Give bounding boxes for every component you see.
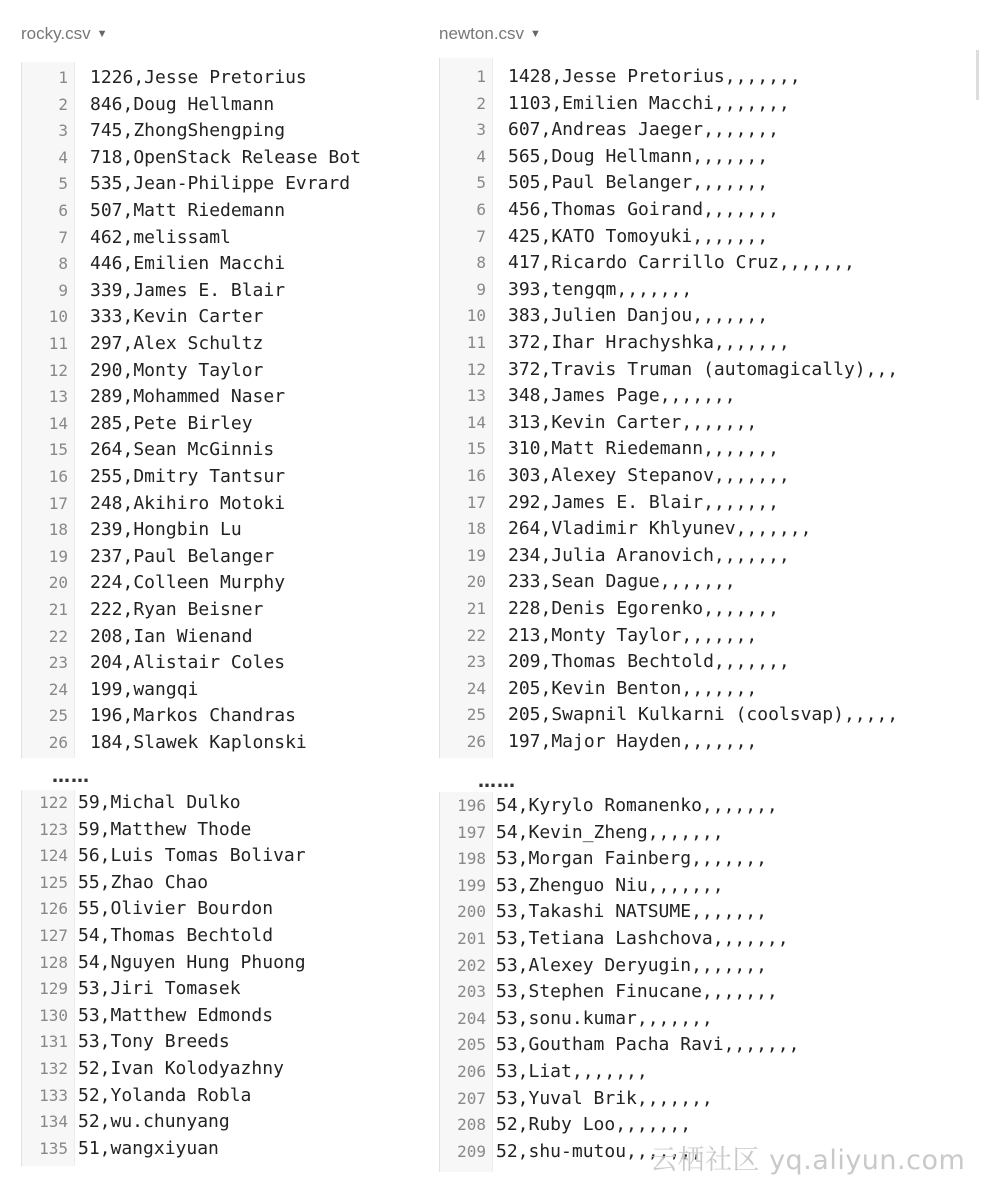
- csv-record: 339,James E. Blair: [90, 279, 286, 301]
- line-number: 25: [466, 705, 486, 725]
- code-line[interactable]: [440, 1086, 938, 1113]
- line-number: 130: [39, 1005, 68, 1025]
- code-line[interactable]: [22, 384, 420, 411]
- line-number: 18: [466, 519, 486, 539]
- line-number: 132: [39, 1059, 68, 1078]
- line-number: 198: [457, 849, 486, 869]
- line-number: 12: [466, 359, 486, 379]
- csv-record: 417,Ricardo Carrillo Cruz,,,,,,,: [508, 252, 855, 274]
- csv-record: 290,Monty Taylor: [90, 359, 264, 381]
- csv-record: 53,Takashi NATSUME,,,,,,,: [496, 901, 767, 923]
- csv-record: 53,Alexey Deryugin,,,,,,,: [496, 954, 767, 976]
- csv-record: 197,Major Hayden,,,,,,,: [508, 731, 758, 752]
- line-number: 200: [457, 902, 486, 922]
- rocky-editor-top[interactable]: [21, 62, 420, 758]
- csv-record: 255,Dmitry Tantsur: [90, 466, 286, 487]
- code-line[interactable]: [22, 570, 420, 597]
- csv-record: 54,Kevin_Zheng,,,,,,,: [496, 821, 724, 843]
- line-number: 196: [457, 796, 486, 815]
- line-number: 15: [48, 440, 68, 460]
- csv-record: 51,wangxiyuan: [78, 1137, 219, 1159]
- line-number: 131: [39, 1032, 68, 1052]
- code-line[interactable]: [22, 1056, 420, 1083]
- csv-record: 292,James E. Blair,,,,,,,: [508, 491, 779, 513]
- csv-record: 456,Thomas Goirand,,,,,,,: [508, 199, 779, 220]
- code-line[interactable]: [440, 596, 938, 623]
- line-number: 13: [466, 386, 486, 406]
- csv-record: 607,Andreas Jaeger,,,,,,,: [508, 119, 779, 141]
- newton-editor-bottom[interactable]: [439, 792, 938, 1172]
- csv-record: 1428,Jesse Pretorius,,,,,,,: [508, 66, 801, 87]
- line-number: 14: [48, 413, 68, 433]
- line-number: 17: [466, 492, 486, 512]
- csv-record: 718,OpenStack Release Bot: [90, 146, 361, 168]
- csv-record: 745,ZhongShengping: [90, 120, 286, 142]
- line-number: 204: [457, 1008, 486, 1028]
- rocky-file-tab[interactable]: [21, 24, 107, 44]
- line-number: 9: [58, 280, 68, 300]
- csv-record: 208,Ian Wienand: [90, 625, 253, 647]
- csv-record: 222,Ryan Beisner: [90, 599, 264, 620]
- csv-record: 248,Akihiro Motoki: [90, 492, 286, 514]
- code-line[interactable]: [440, 277, 938, 304]
- line-number: 4: [58, 147, 68, 167]
- csv-record: 53,Stephen Finucane,,,,,,,: [496, 981, 778, 1003]
- csv-record: 53,sonu.kumar,,,,,,,: [496, 1007, 713, 1029]
- line-number: 14: [466, 412, 486, 432]
- line-number: 8: [476, 253, 486, 273]
- line-number: 12: [48, 360, 68, 380]
- csv-record: 297,Alex Schultz: [90, 333, 264, 354]
- line-number: 126: [39, 899, 68, 919]
- code-line[interactable]: [440, 899, 938, 926]
- line-number: 19: [48, 546, 68, 566]
- code-line[interactable]: [22, 1029, 420, 1056]
- line-number: 24: [48, 679, 68, 699]
- code-line[interactable]: [22, 411, 420, 438]
- line-number: 11: [466, 333, 486, 352]
- line-number: 128: [39, 952, 68, 972]
- line-number: 207: [457, 1088, 486, 1108]
- line-number: 124: [39, 846, 68, 866]
- line-number: 5: [476, 173, 486, 193]
- line-number: 209: [457, 1141, 486, 1161]
- csv-record: 264,Vladimir Khlyunev,,,,,,,: [508, 518, 812, 540]
- csv-record: 446,Emilien Macchi: [90, 253, 286, 275]
- line-number: 206: [457, 1062, 486, 1081]
- csv-record: 213,Monty Taylor,,,,,,,: [508, 624, 758, 646]
- csv-record: 1103,Emilien Macchi,,,,,,,: [508, 92, 790, 114]
- code-line[interactable]: [440, 383, 938, 410]
- csv-record: 372,Ihar Hrachyshka,,,,,,,: [508, 332, 790, 353]
- csv-record: 535,Jean-Philippe Evrard: [90, 173, 351, 195]
- code-line[interactable]: [22, 358, 420, 385]
- code-line[interactable]: [440, 846, 938, 873]
- csv-record: 289,Mohammed Naser: [90, 386, 286, 408]
- code-line[interactable]: [440, 303, 938, 330]
- line-number: 22: [48, 626, 68, 646]
- csv-record: 199,wangqi: [90, 678, 199, 700]
- code-line[interactable]: [440, 224, 938, 251]
- code-line[interactable]: [22, 650, 420, 677]
- code-line[interactable]: [440, 676, 938, 703]
- line-number: 7: [476, 226, 486, 246]
- code-line[interactable]: [22, 491, 420, 518]
- csv-record: 205,Swapnil Kulkarni (coolsvap),,,,,: [508, 704, 899, 726]
- csv-record: 184,Slawek Kaplonski: [90, 732, 307, 753]
- line-number: 11: [48, 334, 68, 353]
- code-line[interactable]: [440, 170, 938, 197]
- csv-record: 372,Travis Truman (automagically),,,: [508, 358, 899, 380]
- code-line[interactable]: [440, 702, 938, 729]
- csv-record: 55,Olivier Bourdon: [78, 898, 274, 920]
- line-number: 1: [476, 67, 486, 86]
- csv-record: 234,Julia Aranovich,,,,,,,: [508, 544, 790, 566]
- code-line[interactable]: [440, 729, 938, 756]
- csv-record: 54,Nguyen Hung Phuong: [78, 951, 306, 973]
- code-line[interactable]: [22, 437, 420, 464]
- line-number: 203: [457, 982, 486, 1002]
- line-number: 13: [48, 387, 68, 407]
- line-number: 134: [39, 1112, 68, 1132]
- line-number: 24: [466, 678, 486, 698]
- line-number: 25: [48, 706, 68, 726]
- line-number: 20: [48, 573, 68, 593]
- csv-record: 52,Ruby Loo,,,,,,,: [496, 1114, 692, 1136]
- code-line[interactable]: [440, 793, 938, 820]
- line-number: 6: [58, 201, 68, 220]
- csv-record: 237,Paul Belanger: [90, 545, 275, 567]
- line-number: 7: [58, 227, 68, 247]
- csv-record: 565,Doug Hellmann,,,,,,,: [508, 145, 769, 167]
- csv-record: 53,Liat,,,,,,,: [496, 1061, 648, 1082]
- csv-record: 53,Morgan Fainberg,,,,,,,: [496, 848, 767, 870]
- code-line[interactable]: [440, 649, 938, 676]
- line-number: 18: [48, 520, 68, 540]
- csv-record: 53,Yuval Brik,,,,,,,: [496, 1087, 713, 1109]
- csv-record: 393,tengqm,,,,,,,: [508, 278, 693, 300]
- line-number: 10: [48, 307, 68, 327]
- rocky-editor-bottom[interactable]: [21, 790, 420, 1166]
- csv-record: 224,Colleen Murphy: [90, 572, 286, 594]
- csv-record: 54,Thomas Bechtold: [78, 925, 274, 946]
- chevron-down-icon[interactable]: ▼: [96, 28, 108, 40]
- code-line[interactable]: [440, 926, 938, 953]
- line-number: 1: [58, 68, 68, 87]
- line-number: 8: [58, 254, 68, 274]
- omission-ellipsis: ……: [52, 766, 90, 787]
- line-number: 16: [466, 466, 486, 485]
- watermark: 云栖社区 yq.aliyun.com: [650, 1145, 966, 1176]
- code-line[interactable]: [440, 357, 938, 384]
- line-number: 15: [466, 439, 486, 459]
- code-line[interactable]: [440, 543, 938, 570]
- csv-record: 53,Matthew Edmonds: [78, 1004, 274, 1026]
- code-line[interactable]: [440, 820, 938, 847]
- code-line[interactable]: [22, 65, 420, 92]
- rocky-file-name: rocky.csv: [21, 24, 91, 43]
- newton-editor-top[interactable]: [439, 58, 938, 758]
- newton-file-tab[interactable]: [439, 24, 541, 44]
- line-number: 22: [466, 625, 486, 645]
- csv-record: 52,Ivan Kolodyazhny: [78, 1058, 284, 1079]
- line-number: 6: [476, 200, 486, 219]
- code-line[interactable]: [22, 896, 420, 923]
- code-line[interactable]: [22, 171, 420, 198]
- csv-record: 425,KATO Tomoyuki,,,,,,,: [508, 225, 769, 247]
- csv-record: 52,wu.chunyang: [78, 1111, 230, 1133]
- code-line[interactable]: [440, 953, 938, 980]
- csv-record: 52,shu-mutou,,,,,,,: [496, 1140, 702, 1162]
- csv-record: 1226,Jesse Pretorius: [90, 67, 307, 88]
- line-number: 16: [48, 467, 68, 486]
- code-line[interactable]: [22, 517, 420, 544]
- code-line[interactable]: [22, 331, 420, 358]
- line-number: 26: [466, 732, 486, 751]
- code-line[interactable]: [440, 1006, 938, 1033]
- code-line[interactable]: [22, 1136, 420, 1163]
- code-line[interactable]: [22, 870, 420, 897]
- code-line[interactable]: [22, 251, 420, 278]
- line-number: 4: [476, 146, 486, 166]
- code-line[interactable]: [22, 843, 420, 870]
- code-line[interactable]: [22, 278, 420, 305]
- csv-record: 264,Sean McGinnis: [90, 439, 275, 461]
- line-number: 201: [457, 929, 486, 948]
- code-line[interactable]: [22, 544, 420, 571]
- code-line[interactable]: [440, 873, 938, 900]
- line-number: 199: [457, 875, 486, 895]
- csv-record: 53,Jiri Tomasek: [78, 978, 241, 1000]
- code-line[interactable]: [22, 976, 420, 1003]
- code-line[interactable]: [440, 979, 938, 1006]
- csv-record: 59,Matthew Thode: [78, 818, 252, 840]
- line-number: 135: [39, 1138, 68, 1158]
- line-number: 208: [457, 1115, 486, 1135]
- line-number: 3: [476, 120, 486, 140]
- csv-record: 53,Tetiana Lashchova,,,,,,,: [496, 928, 789, 949]
- code-line[interactable]: [22, 817, 420, 844]
- code-line[interactable]: [440, 623, 938, 650]
- line-number: 123: [39, 819, 68, 839]
- code-line[interactable]: [22, 92, 420, 119]
- line-number: 3: [58, 121, 68, 141]
- code-line[interactable]: [440, 516, 938, 543]
- code-line[interactable]: [22, 304, 420, 331]
- code-line[interactable]: [22, 1109, 420, 1136]
- chevron-down-icon[interactable]: ▼: [530, 28, 541, 40]
- code-line[interactable]: [440, 144, 938, 171]
- csv-record: 505,Paul Belanger,,,,,,,: [508, 172, 769, 194]
- csv-record: 313,Kevin Carter,,,,,,,: [508, 411, 758, 433]
- line-number: 20: [466, 572, 486, 592]
- line-number: 197: [457, 822, 486, 842]
- csv-record: 228,Denis Egorenko,,,,,,,: [508, 598, 779, 619]
- line-number: 205: [457, 1035, 486, 1055]
- csv-record: 55,Zhao Chao: [78, 871, 209, 893]
- csv-record: 233,Sean Dague,,,,,,,: [508, 571, 736, 593]
- code-line[interactable]: [22, 730, 420, 757]
- code-line[interactable]: [440, 436, 938, 463]
- code-line[interactable]: [22, 1083, 420, 1110]
- csv-record: 54,Kyrylo Romanenko,,,,,,,: [496, 795, 778, 816]
- code-line[interactable]: [440, 569, 938, 596]
- code-line[interactable]: [22, 703, 420, 730]
- line-number: 202: [457, 955, 486, 975]
- code-line[interactable]: [440, 250, 938, 277]
- line-number: 19: [466, 545, 486, 565]
- csv-record: 383,Julien Danjou,,,,,,,: [508, 305, 769, 327]
- csv-record: 846,Doug Hellmann: [90, 93, 275, 115]
- code-line[interactable]: [22, 225, 420, 252]
- code-line[interactable]: [440, 490, 938, 517]
- line-number: 129: [39, 979, 68, 999]
- csv-record: 333,Kevin Carter: [90, 306, 264, 328]
- code-line[interactable]: [22, 624, 420, 651]
- line-number: 21: [48, 600, 68, 619]
- line-number: 2: [58, 94, 68, 114]
- line-number: 23: [466, 652, 486, 672]
- newton-file-name: newton.csv: [439, 24, 525, 43]
- csv-record: 52,Yolanda Robla: [78, 1084, 252, 1106]
- code-line[interactable]: [22, 597, 420, 624]
- code-line[interactable]: [440, 410, 938, 437]
- csv-record: 239,Hongbin Lu: [90, 519, 242, 541]
- line-number: 133: [39, 1085, 68, 1105]
- csv-record: 209,Thomas Bechtold,,,,,,,: [508, 651, 790, 673]
- scrollbar[interactable]: [976, 50, 979, 100]
- code-line[interactable]: [440, 1059, 938, 1086]
- line-number: 17: [48, 493, 68, 513]
- csv-record: 53,Tony Breeds: [78, 1031, 230, 1053]
- line-number: 2: [476, 93, 486, 113]
- csv-record: 348,James Page,,,,,,,: [508, 385, 736, 407]
- omission-ellipsis: ……: [478, 771, 516, 792]
- code-line[interactable]: [440, 117, 938, 144]
- line-number: 122: [39, 793, 68, 812]
- csv-record: 196,Markos Chandras: [90, 705, 296, 727]
- line-number: 127: [39, 926, 68, 945]
- csv-record: 303,Alexey Stepanov,,,,,,,: [508, 465, 790, 486]
- csv-record: 507,Matt Riedemann: [90, 200, 286, 221]
- line-number: 9: [476, 279, 486, 299]
- line-number: 26: [48, 733, 68, 752]
- code-line[interactable]: [22, 464, 420, 491]
- code-line[interactable]: [22, 790, 420, 817]
- code-line[interactable]: [440, 463, 938, 490]
- code-line[interactable]: [440, 1112, 938, 1139]
- code-line[interactable]: [440, 1032, 938, 1059]
- code-line[interactable]: [440, 91, 938, 118]
- code-line[interactable]: [22, 923, 420, 950]
- csv-record: 59,Michal Dulko: [78, 792, 241, 813]
- code-line[interactable]: [440, 64, 938, 91]
- csv-record: 205,Kevin Benton,,,,,,,: [508, 677, 758, 699]
- line-number: 125: [39, 872, 68, 892]
- code-line[interactable]: [440, 197, 938, 224]
- code-line[interactable]: [22, 950, 420, 977]
- code-line[interactable]: [22, 1003, 420, 1030]
- code-line[interactable]: [440, 330, 938, 357]
- code-line[interactable]: [22, 145, 420, 172]
- csv-record: 204,Alistair Coles: [90, 652, 286, 674]
- line-number: 10: [466, 306, 486, 326]
- line-number: 23: [48, 653, 68, 673]
- line-number: 21: [466, 599, 486, 618]
- csv-record: 310,Matt Riedemann,,,,,,,: [508, 438, 779, 460]
- code-line[interactable]: [22, 677, 420, 704]
- csv-record: 56,Luis Tomas Bolivar: [78, 845, 306, 867]
- code-line[interactable]: [22, 198, 420, 225]
- csv-record: 462,melissaml: [90, 226, 231, 248]
- csv-record: 285,Pete Birley: [90, 412, 253, 434]
- csv-record: 53,Zhenguo Niu,,,,,,,: [496, 874, 724, 896]
- code-line[interactable]: [22, 118, 420, 145]
- csv-record: 53,Goutham Pacha Ravi,,,,,,,: [496, 1034, 800, 1056]
- line-number: 5: [58, 174, 68, 194]
